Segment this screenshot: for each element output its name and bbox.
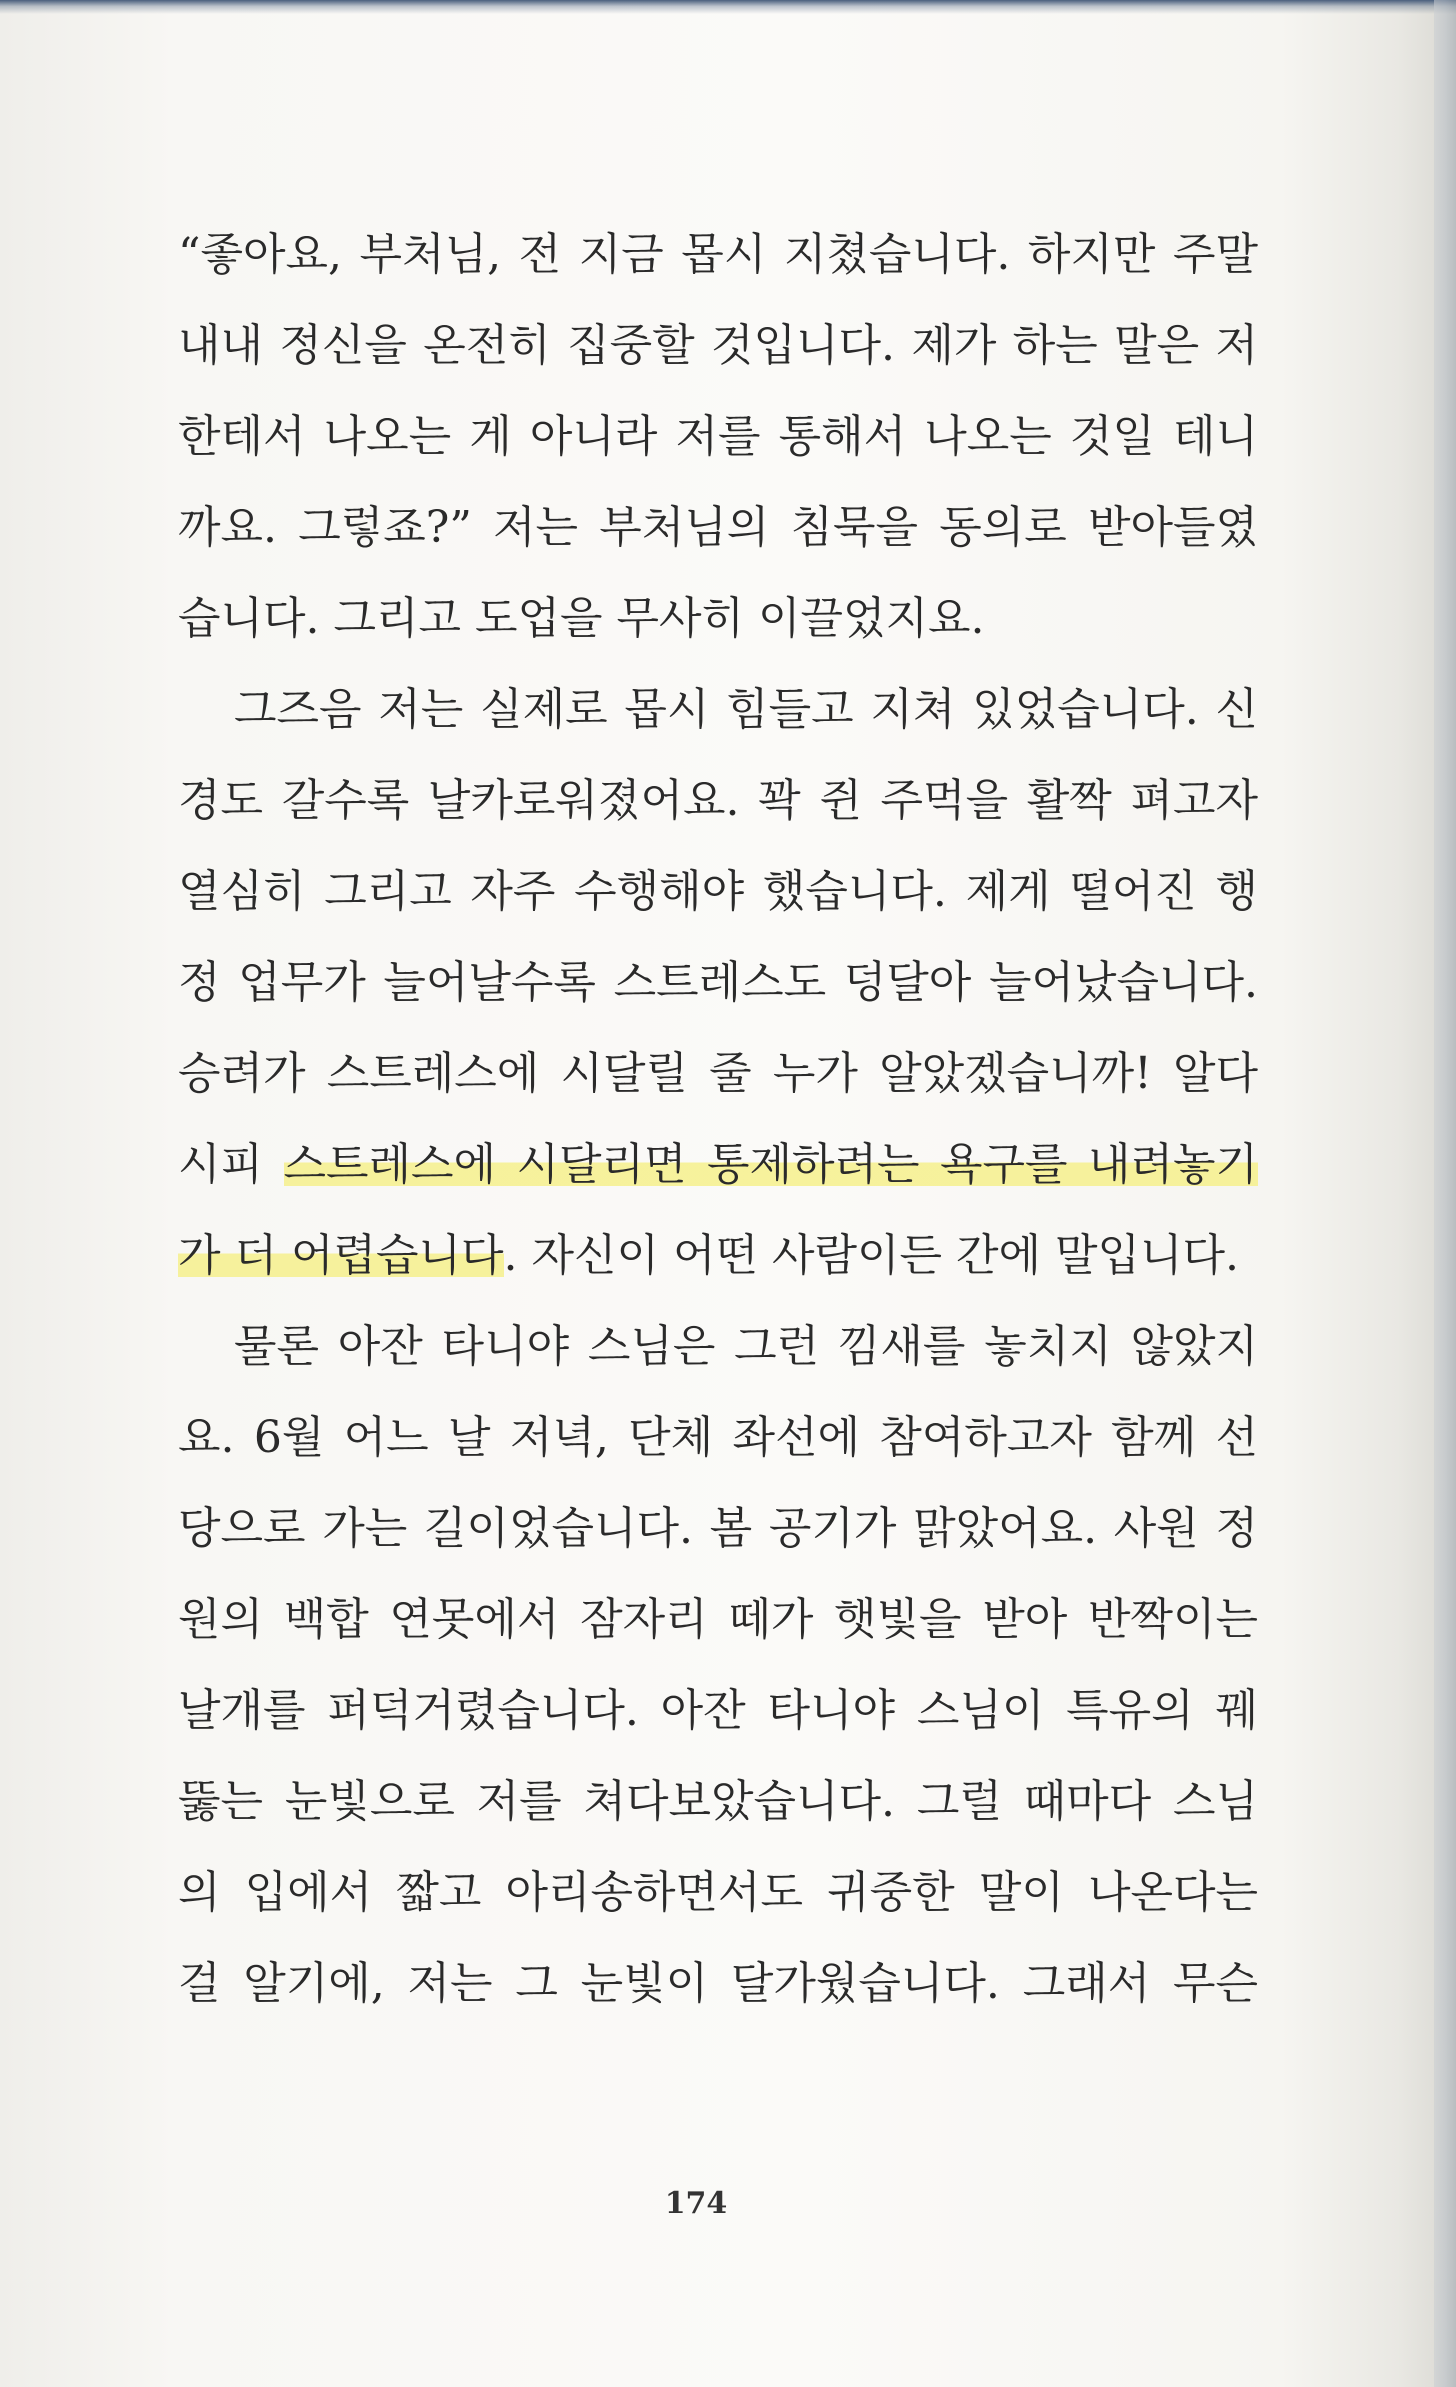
text-line: 정 업무가 늘어날수록 스트레스도 덩달아 늘어났습니다. <box>178 957 1258 1008</box>
text-line: 습니다. 그리고 도업을 무사히 이끌었지요. <box>178 593 985 644</box>
text-segment: . 자신이 어떤 사람이든 간에 말입니다. <box>503 1230 1239 1281</box>
text-line: 그즈음 저는 실제로 몹시 힘들고 지쳐 있었습니다. 신 <box>234 684 1258 735</box>
text-line: 당으로 가는 길이었습니다. 봄 공기가 맑았어요. 사원 정 <box>178 1503 1258 1554</box>
text-line: 걸 알기에, 저는 그 눈빛이 달가웠습니다. 그래서 무슨 <box>178 1958 1258 2009</box>
text-line: 승려가 스트레스에 시달릴 줄 누가 알았겠습니까! 알다 <box>178 1048 1258 1099</box>
text-line: 날개를 퍼덕거렸습니다. 아잔 타니야 스님이 특유의 꿰 <box>178 1685 1258 1736</box>
text-line: 까요. 그렇죠?” 저는 부처님의 침묵을 동의로 받아들였 <box>178 502 1258 553</box>
text-line: “좋아요, 부처님, 전 지금 몹시 지쳤습니다. 하지만 주말 <box>178 229 1258 280</box>
top-edge-shadow <box>0 0 1456 14</box>
page-edge <box>1434 0 1456 2387</box>
text-line: 한테서 나오는 게 아니라 저를 통해서 나오는 것일 테니 <box>178 411 1258 462</box>
body-text <box>178 222 1258 2042</box>
highlighted-text: 스트레스에 시달리면 통제하려는 욕구를 내려놓기 <box>283 1139 1259 1190</box>
text-line: 원의 백합 연못에서 잠자리 떼가 햇빛을 받아 반짝이는 <box>178 1594 1258 1645</box>
text-line: 열심히 그리고 자주 수행해야 했습니다. 제게 떨어진 행 <box>178 866 1258 917</box>
text-line <box>178 1223 1258 1314</box>
text-line: 요. 6월 어느 날 저녁, 단체 좌선에 참여하고자 함께 선 <box>178 1412 1259 1463</box>
page-number: 174 <box>664 2186 728 2221</box>
text-line <box>178 1132 1258 1223</box>
text-line: 물론 아잔 타니야 스님은 그런 낌새를 놓치지 않았지 <box>234 1321 1258 1372</box>
text-line: 내내 정신을 온전히 집중할 것입니다. 제가 하는 말은 저 <box>178 320 1258 371</box>
text-line: 의 입에서 짧고 아리송하면서도 귀중한 말이 나온다는 <box>178 1867 1258 1918</box>
text-line: 뚫는 눈빛으로 저를 쳐다보았습니다. 그럴 때마다 스님 <box>178 1776 1258 1827</box>
highlighted-text: 가 더 어렵습니다 <box>178 1230 504 1281</box>
text-line: 경도 갈수록 날카로워졌어요. 꽉 쥔 주먹을 활짝 펴고자 <box>178 775 1258 826</box>
text-segment: 시피 <box>178 1139 284 1190</box>
